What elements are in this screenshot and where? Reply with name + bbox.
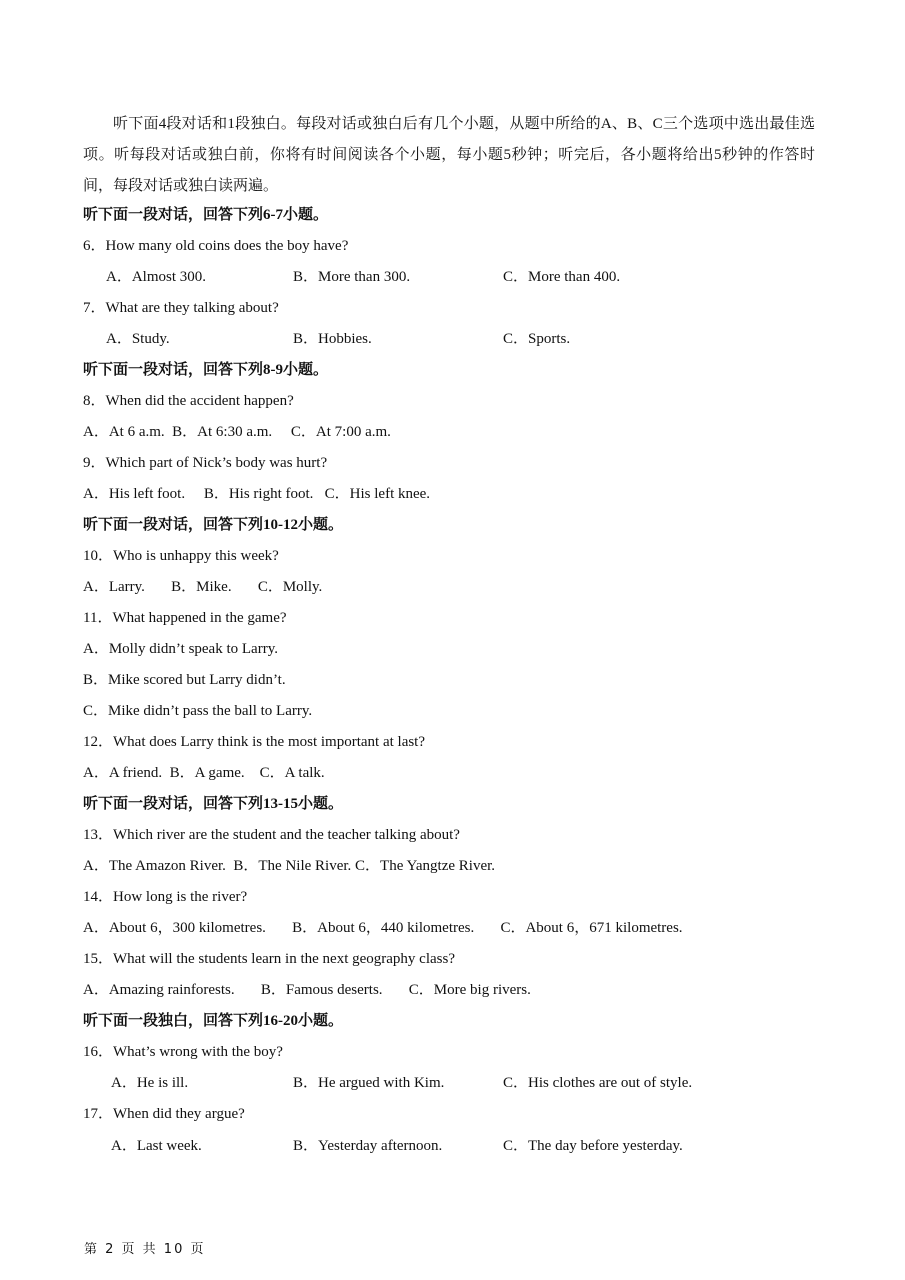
question-9: 9．Which part of Nick’s body was hurt?	[83, 455, 328, 471]
question-11-option-c: C．Mike didn’t pass the ball to Larry.	[83, 703, 313, 719]
section-heading-8-9: 听下面一段对话，回答下列8-9小题。	[83, 362, 328, 378]
question-16-option-c: C．His clothes are out of style.	[503, 1075, 693, 1091]
question-11-option-b: B．Mike scored but Larry didn’t.	[83, 672, 286, 688]
question-13-options: A．The Amazon River. B．The Nile River. C．The Yangtze River.	[83, 858, 496, 874]
question-11-option-a: A．Molly didn’t speak to Larry.	[83, 641, 278, 657]
question-8: 8．When did the accident happen?	[83, 393, 294, 409]
question-6-option-c: C．More than 400.	[503, 269, 621, 285]
question-14: 14．How long is the river?	[83, 889, 248, 905]
question-7-option-b: B．Hobbies.	[293, 331, 372, 347]
question-6-option-b: B．More than 300.	[293, 269, 411, 285]
question-6-option-a: A．Almost 300.	[106, 269, 207, 285]
question-14-options: A．About 6，300 kilometres. B．About 6，440 kilometres. C．About 6，671 kilometres.	[83, 920, 683, 936]
page-footer: 第 2 页 共 10 页	[84, 1242, 206, 1257]
section-heading-10-12: 听下面一段对话，回答下列10-12小题。	[83, 517, 343, 533]
question-8-options: A．At 6 a.m. B．At 6:30 a.m. C．At 7:00 a.m.	[83, 424, 391, 440]
question-17: 17．When did they argue?	[83, 1106, 245, 1122]
question-13: 13．Which river are the student and the teacher talking about?	[83, 827, 460, 843]
question-7: 7．What are they talking about?	[83, 300, 279, 316]
question-9-options: A．His left foot. B．His right foot. C．His left knee.	[83, 486, 431, 502]
question-16-option-a: A．He is ill.	[111, 1075, 189, 1091]
section-heading-13-15: 听下面一段对话，回答下列13-15小题。	[83, 796, 343, 812]
question-15: 15．What will the students learn in the next geography class?	[83, 951, 455, 967]
question-16-option-b: B．He argued with Kim.	[293, 1075, 445, 1091]
question-7-option-a: A．Study.	[106, 331, 170, 347]
question-17-option-c: C．The day before yesterday.	[503, 1138, 683, 1154]
question-17-option-b: B．Yesterday afternoon.	[293, 1138, 443, 1154]
question-12-options: A．A friend. B．A game. C．A talk.	[83, 765, 325, 781]
question-10-options: A．Larry. B．Mike. C．Molly.	[83, 579, 323, 595]
question-10: 10．Who is unhappy this week?	[83, 548, 279, 564]
question-16: 16．What’s wrong with the boy?	[83, 1044, 283, 1060]
question-17-option-a: A．Last week.	[111, 1138, 202, 1154]
section-heading-16-20: 听下面一段独白，回答下列16-20小题。	[83, 1013, 343, 1029]
section-heading-6-7: 听下面一段对话，回答下列6-7小题。	[83, 207, 328, 223]
question-12: 12．What does Larry think is the most important at last?	[83, 734, 426, 750]
question-7-option-c: C．Sports.	[503, 331, 571, 347]
question-11: 11．What happened in the game?	[83, 610, 287, 626]
question-15-options: A．Amazing rainforests. B．Famous deserts. C．More big rivers.	[83, 982, 531, 998]
instructions-paragraph: 听下面4段对话和1段独白。每段对话或独白后有几个小题，从题中所给的A、B、C三个选项中选出最佳选项。听每段对话或独白前，你将有时间阅读各个小题，每小题5秒钟；听完后，各小题将给出5秒钟的作答时间，每段对话或独白读两遍。	[83, 116, 815, 194]
question-6: 6．How many old coins does the boy have?	[83, 238, 349, 254]
